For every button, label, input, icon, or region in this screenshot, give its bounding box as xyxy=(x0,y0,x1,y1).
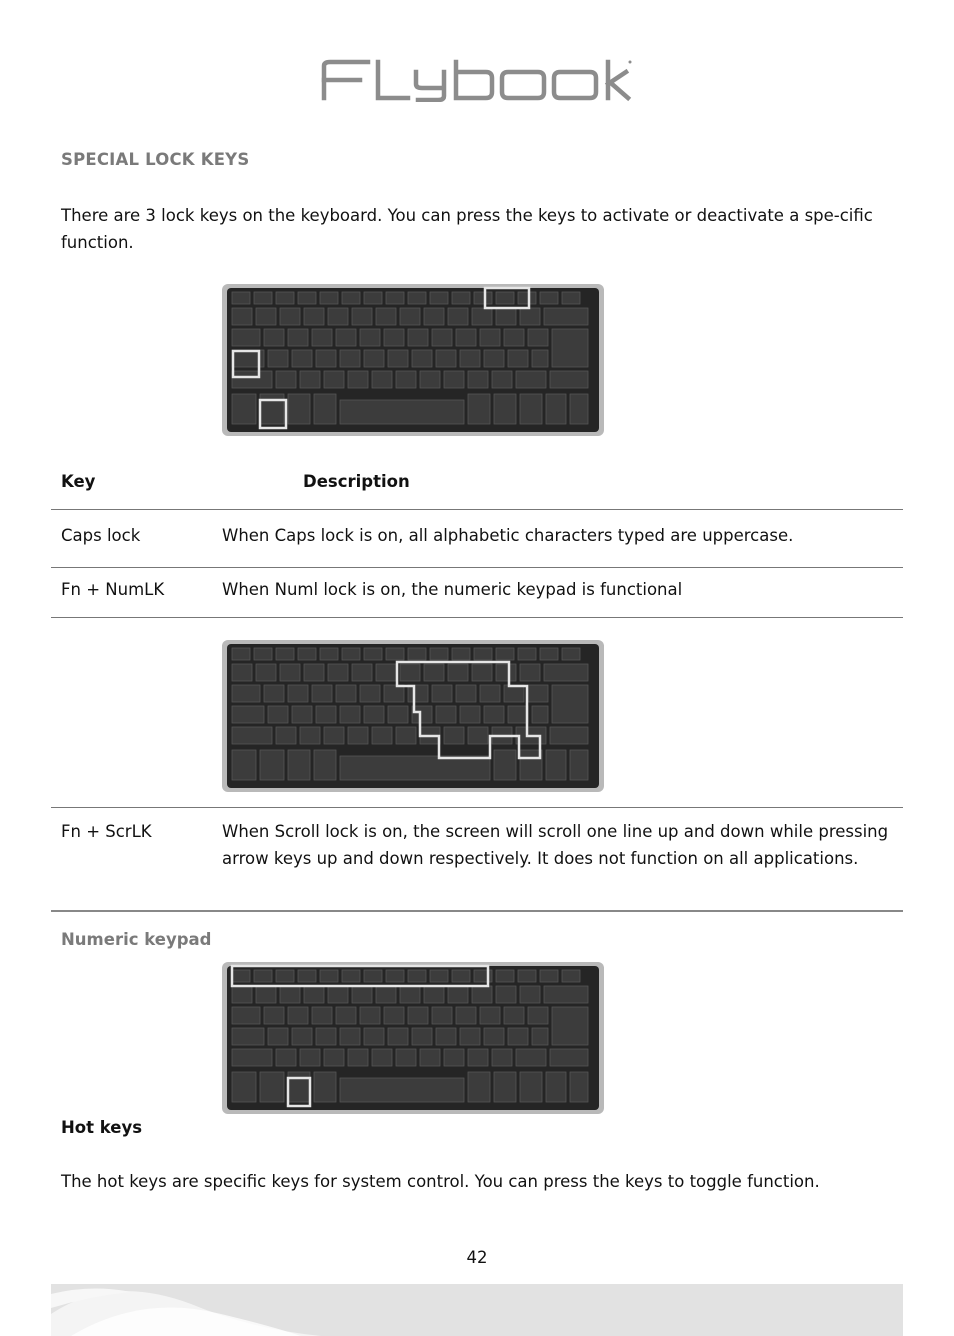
footer-band xyxy=(51,1284,903,1336)
table-rule xyxy=(51,509,903,510)
table-cell-key: Caps lock xyxy=(61,526,141,545)
table-header-description: Description xyxy=(303,472,410,491)
page-number: 42 xyxy=(466,1248,488,1267)
intro-paragraph: There are 3 lock keys on the keyboard. You can press the keys to activate or deactivate a spe-cific function. xyxy=(61,206,873,252)
table-cell-description: When Scroll lock is on, the screen will scroll one line up and down while pressing arrow keys up and down respectively. It does not function on all applications. xyxy=(222,822,889,868)
table-rule xyxy=(51,807,903,808)
table-rule xyxy=(51,617,903,618)
footer-swirl-decoration xyxy=(51,1284,903,1336)
table-cell-key: Fn + ScrLK xyxy=(61,822,152,841)
keyboard-image-numeric-keypad xyxy=(222,640,604,792)
keyboard-image-hot-keys xyxy=(222,962,604,1114)
hot-keys-description: The hot keys are specific keys for system control. You can press the keys to toggle function. xyxy=(61,1172,820,1191)
hot-keys-heading: Hot keys xyxy=(61,1118,143,1137)
table-cell-description: When Caps lock is on, all alphabetic characters typed are uppercase. xyxy=(222,526,794,545)
table-cell-description: When Numl lock is on, the numeric keypad is functional xyxy=(222,580,683,599)
keyboard-image-lock-keys xyxy=(222,284,604,436)
table-rule xyxy=(51,567,903,568)
flybook-logo xyxy=(320,58,634,102)
numeric-keypad-heading: Numeric keypad xyxy=(61,930,212,949)
table-header-key: Key xyxy=(61,472,96,491)
table-cell-key: Fn + NumLK xyxy=(61,580,165,599)
section-title: SPECIAL LOCK KEYS xyxy=(61,150,250,169)
table-rule-bottom xyxy=(51,910,903,912)
